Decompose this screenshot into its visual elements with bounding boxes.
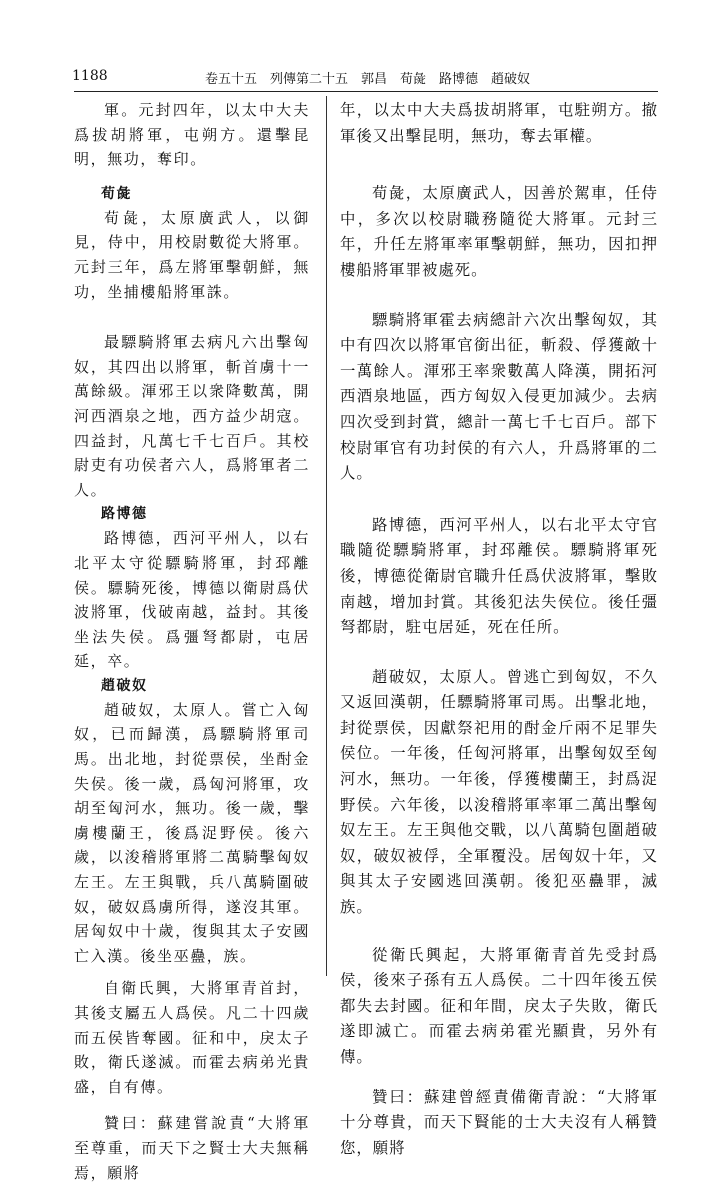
left-paragraph: 路博德，西河平州人，以右北平太守從驃騎將軍，封邳離侯。驃騎死後，博德以衛尉爲伏波將軍，伐破南越，益封。其後坐法失侯。爲彊弩都尉，屯居延，卒。 — [74, 529, 310, 671]
right-paragraph: 趙破奴，太原人。曾逃亡到匈奴，不久又返回漢朝，任驃騎將軍司馬。出擊北地，封從票侯，因獻祭祀用的酎金斤兩不足罪失侯位。一年後，任匈河將軍，出擊匈奴至匈河水，無功。一年後，俘獲樓蘭王，封爲浞野侯。六年後，以浚稽將軍率軍二萬出擊匈奴左王。左王與他交戰，以八萬騎包圍趙破奴，破奴被俘，全軍覆没。居匈奴十年，又與其太子安國逃回漢朝。後犯巫蠱罪，滅族。 — [340, 667, 658, 917]
right-paragraph: 路博德，西河平州人，以右北平太守官職隨從驃騎將軍，封邳離侯。驃騎將軍死後，博德從衛尉官職升任爲伏波將軍，擊敗南越，增加封賞。其後犯法失侯位。後任彊弩都尉，駐屯居延，死在任所。 — [340, 515, 658, 637]
left-paragraph: 荀彘，太原廣武人，以御見，侍中，用校尉數從大將軍。元封三年，爲左將軍擊朝鮮，無功，坐捕樓船將軍誅。 — [74, 208, 310, 301]
left-paragraph: 贊曰：蘇建嘗說責“大將軍至尊重，而天下之賢士大夫無稱焉，願將 — [74, 1114, 310, 1182]
translation-column — [340, 98, 658, 1161]
left-paragraph: 軍。元封四年，以太中大夫爲拔胡將軍，屯朔方。還擊昆明，無功，奪印。 — [74, 101, 310, 169]
left-section-heading: 路博德 — [101, 506, 148, 523]
column-divider — [326, 96, 327, 976]
right-paragraph: 年，以太中大夫爲拔胡將軍，屯駐朔方。撤軍後又出擊昆明，無功，奪去軍權。 — [340, 101, 658, 145]
right-paragraph: 驃騎將軍霍去病總計六次出擊匈奴，其中有四次以將軍官銜出征，斬殺、俘獲敵十一萬餘人。渾邪王率衆數萬人降漢，開拓河西酒泉地區，西方匈奴入侵更加減少。去病四次受到封賞，總計一萬七千七百戶。部下校尉軍官有功封侯的有六人，升爲將軍的二人。 — [340, 310, 658, 483]
left-section-heading: 趙破奴 — [101, 677, 148, 694]
page-header — [0, 0, 716, 100]
classical-text-column — [74, 98, 310, 1185]
left-paragraph: 自衛氏興，大將軍青首封，其後支屬五人爲侯。凡二十四歲而五侯皆奪國。征和中，戾太子敗，衛氏遂滅。而霍去病弟光貴盛，自有傳。 — [74, 979, 310, 1096]
left-paragraph: 最驃騎將軍去病凡六出擊匈奴，其四出以將軍，斬首虜十一萬餘級。渾邪王以衆降數萬，開河西酒泉之地，西方益少胡寇。四益封，凡萬七千七百戶。其校尉吏有功侯者六人，爲將軍者二人。 — [74, 333, 310, 499]
right-paragraph: 荀彘，太原廣武人，因善於駕車，任侍中，多次以校尉職務隨從大將軍。元封三年，升任左將軍率軍擊朝鮮，無功，因扣押樓船將軍罪被處死。 — [340, 184, 658, 279]
page-number: 1188 — [72, 68, 108, 84]
right-paragraph: 贊曰：蘇建曾經責備衛青說：“大將軍十分尊貴，而天下賢能的士大夫沒有人稱贊您，願將 — [340, 1087, 658, 1157]
header-rule — [74, 91, 658, 92]
left-paragraph: 趙破奴，太原人。嘗亡入匈奴，已而歸漢，爲驃騎將軍司馬。出北地，封從票侯，坐酎金失侯。後一歲，爲匈河將軍，攻胡至匈河水，無功。後一歲，擊虜樓蘭王，後爲浞野侯。後六歲，以浚稽將軍將二萬騎擊匈奴左王。左王與戰，兵八萬騎圍破奴，破奴爲虜所得，遂沒其軍。居匈奴中十歲，復與其太子安國亡入漢。後坐巫蠱，族。 — [74, 700, 310, 965]
running-title: 卷五十五 列傳第二十五 郭昌 荀彘 路博德 趙破奴 — [205, 72, 531, 87]
left-section-heading: 荀彘 — [101, 185, 132, 202]
right-paragraph: 從衛氏興起，大將軍衛青首先受封爲侯，後來子孫有五人爲侯。二十四年後五侯都失去封國。征和年間，戾太子失敗，衛氏遂即滅亡。而霍去病弟霍光顯貴，另外有傳。 — [340, 945, 658, 1066]
